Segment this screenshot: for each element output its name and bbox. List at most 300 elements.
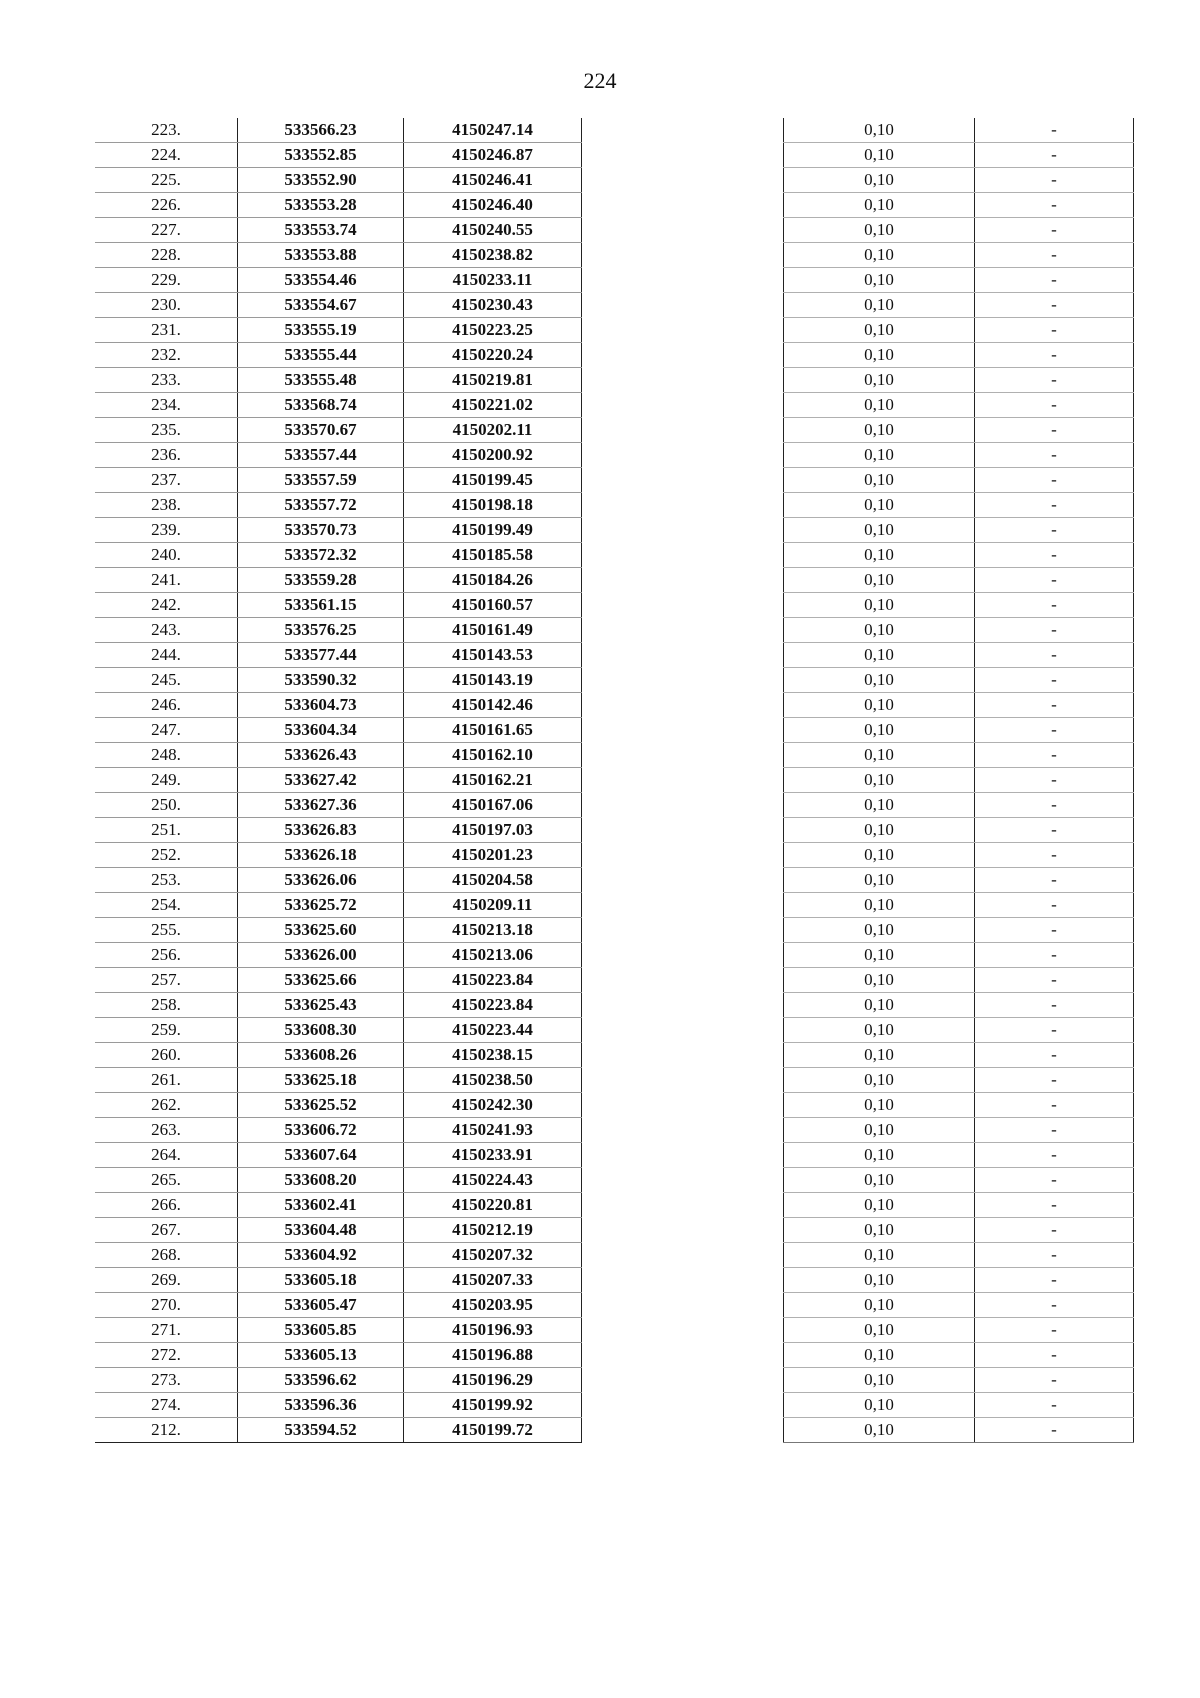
dash-cell: - <box>975 1393 1134 1418</box>
point-number-cell: 273. <box>95 1368 238 1393</box>
precision-cell: 0,10 <box>784 393 975 418</box>
y-coordinate-cell: 4150246.40 <box>404 193 582 218</box>
precision-cell: 0,10 <box>784 743 975 768</box>
table-row <box>784 693 1134 718</box>
dash-cell: - <box>975 318 1134 343</box>
table-row <box>784 743 1134 768</box>
y-coordinate-cell: 4150246.87 <box>404 143 582 168</box>
table-row <box>784 1193 1134 1218</box>
table-row <box>784 443 1134 468</box>
table-row <box>95 1393 582 1418</box>
x-coordinate-cell: 533559.28 <box>238 568 404 593</box>
table-row <box>784 943 1134 968</box>
point-number-cell: 243. <box>95 618 238 643</box>
dash-cell: - <box>975 618 1134 643</box>
point-number-cell: 265. <box>95 1168 238 1193</box>
table-row <box>95 568 582 593</box>
dash-cell: - <box>975 718 1134 743</box>
point-number-cell: 230. <box>95 293 238 318</box>
dash-cell: - <box>975 493 1134 518</box>
x-coordinate-cell: 533553.28 <box>238 193 404 218</box>
table-row <box>95 1343 582 1368</box>
table-row <box>95 1118 582 1143</box>
y-coordinate-cell: 4150201.23 <box>404 843 582 868</box>
dash-cell: - <box>975 1093 1134 1118</box>
precision-cell: 0,10 <box>784 1068 975 1093</box>
point-number-cell: 240. <box>95 543 238 568</box>
y-coordinate-cell: 4150221.02 <box>404 393 582 418</box>
table-row <box>95 1143 582 1168</box>
dash-cell: - <box>975 843 1134 868</box>
y-coordinate-cell: 4150142.46 <box>404 693 582 718</box>
dash-cell: - <box>975 293 1134 318</box>
precision-cell: 0,10 <box>784 668 975 693</box>
precision-cell: 0,10 <box>784 193 975 218</box>
dash-cell: - <box>975 1168 1134 1193</box>
table-row <box>784 1393 1134 1418</box>
precision-cell: 0,10 <box>784 418 975 443</box>
x-coordinate-cell: 533607.64 <box>238 1143 404 1168</box>
precision-table-body <box>784 118 1134 1443</box>
point-number-cell: 274. <box>95 1393 238 1418</box>
table-row <box>95 343 582 368</box>
point-number-cell: 266. <box>95 1193 238 1218</box>
precision-cell: 0,10 <box>784 493 975 518</box>
table-row <box>95 1218 582 1243</box>
table-row <box>784 243 1134 268</box>
table-row <box>95 1318 582 1343</box>
precision-cell: 0,10 <box>784 1093 975 1118</box>
x-coordinate-cell: 533608.26 <box>238 1043 404 1068</box>
point-number-cell: 234. <box>95 393 238 418</box>
y-coordinate-cell: 4150233.91 <box>404 1143 582 1168</box>
x-coordinate-cell: 533625.66 <box>238 968 404 993</box>
table-row <box>95 718 582 743</box>
coordinates-table <box>95 118 582 1443</box>
point-number-cell: 263. <box>95 1118 238 1143</box>
dash-cell: - <box>975 1143 1134 1168</box>
precision-cell: 0,10 <box>784 793 975 818</box>
point-number-cell: 223. <box>95 118 238 143</box>
x-coordinate-cell: 533604.92 <box>238 1243 404 1268</box>
table-row <box>95 693 582 718</box>
table-row <box>784 818 1134 843</box>
precision-cell: 0,10 <box>784 1368 975 1393</box>
table-row <box>784 618 1134 643</box>
table-row <box>784 118 1134 143</box>
y-coordinate-cell: 4150207.32 <box>404 1243 582 1268</box>
dash-cell: - <box>975 893 1134 918</box>
x-coordinate-cell: 533605.18 <box>238 1268 404 1293</box>
dash-cell: - <box>975 118 1134 143</box>
x-coordinate-cell: 533608.20 <box>238 1168 404 1193</box>
precision-cell: 0,10 <box>784 643 975 668</box>
x-coordinate-cell: 533570.73 <box>238 518 404 543</box>
table-row <box>784 1368 1134 1393</box>
table-row <box>784 268 1134 293</box>
point-number-cell: 251. <box>95 818 238 843</box>
table-row <box>95 493 582 518</box>
point-number-cell: 262. <box>95 1093 238 1118</box>
precision-cell: 0,10 <box>784 693 975 718</box>
table-row <box>95 1268 582 1293</box>
y-coordinate-cell: 4150219.81 <box>404 368 582 393</box>
y-coordinate-cell: 4150233.11 <box>404 268 582 293</box>
y-coordinate-cell: 4150238.82 <box>404 243 582 268</box>
point-number-cell: 253. <box>95 868 238 893</box>
dash-cell: - <box>975 518 1134 543</box>
precision-cell: 0,10 <box>784 718 975 743</box>
point-number-cell: 241. <box>95 568 238 593</box>
precision-cell: 0,10 <box>784 1293 975 1318</box>
y-coordinate-cell: 4150203.95 <box>404 1293 582 1318</box>
table-row <box>784 1168 1134 1193</box>
dash-cell: - <box>975 193 1134 218</box>
table-row <box>95 1068 582 1093</box>
table-row <box>784 393 1134 418</box>
table-row <box>95 968 582 993</box>
point-number-cell: 249. <box>95 768 238 793</box>
x-coordinate-cell: 533557.59 <box>238 468 404 493</box>
point-number-cell: 250. <box>95 793 238 818</box>
table-row <box>95 193 582 218</box>
table-row <box>95 518 582 543</box>
table-row <box>784 668 1134 693</box>
dash-cell: - <box>975 1018 1134 1043</box>
y-coordinate-cell: 4150224.43 <box>404 1168 582 1193</box>
point-number-cell: 254. <box>95 893 238 918</box>
point-number-cell: 261. <box>95 1068 238 1093</box>
table-row <box>784 568 1134 593</box>
y-coordinate-cell: 4150196.88 <box>404 1343 582 1368</box>
table-row <box>784 1268 1134 1293</box>
table-row <box>95 643 582 668</box>
point-number-cell: 236. <box>95 443 238 468</box>
table-row <box>784 518 1134 543</box>
x-coordinate-cell: 533555.44 <box>238 343 404 368</box>
table-row <box>95 668 582 693</box>
point-number-cell: 225. <box>95 168 238 193</box>
x-coordinate-cell: 533626.00 <box>238 943 404 968</box>
table-row <box>784 1318 1134 1343</box>
dash-cell: - <box>975 1343 1134 1368</box>
dash-cell: - <box>975 268 1134 293</box>
precision-cell: 0,10 <box>784 543 975 568</box>
table-row <box>784 343 1134 368</box>
point-number-cell: 256. <box>95 943 238 968</box>
table-row <box>784 1218 1134 1243</box>
table-row <box>95 1418 582 1443</box>
precision-cell: 0,10 <box>784 1268 975 1293</box>
dash-cell: - <box>975 343 1134 368</box>
dash-cell: - <box>975 168 1134 193</box>
dash-cell: - <box>975 543 1134 568</box>
precision-cell: 0,10 <box>784 568 975 593</box>
point-number-cell: 231. <box>95 318 238 343</box>
point-number-cell: 232. <box>95 343 238 368</box>
precision-cell: 0,10 <box>784 218 975 243</box>
dash-cell: - <box>975 1268 1134 1293</box>
precision-cell: 0,10 <box>784 1143 975 1168</box>
table-row <box>784 543 1134 568</box>
dash-cell: - <box>975 643 1134 668</box>
precision-cell: 0,10 <box>784 1043 975 1068</box>
table-row <box>95 268 582 293</box>
table-row <box>95 1018 582 1043</box>
table-row <box>784 768 1134 793</box>
table-row <box>95 393 582 418</box>
point-number-cell: 270. <box>95 1293 238 1318</box>
table-row <box>784 418 1134 443</box>
table-row <box>784 1418 1134 1443</box>
dash-cell: - <box>975 143 1134 168</box>
dash-cell: - <box>975 1293 1134 1318</box>
table-row <box>95 143 582 168</box>
dash-cell: - <box>975 1368 1134 1393</box>
point-number-cell: 226. <box>95 193 238 218</box>
table-row <box>784 593 1134 618</box>
dash-cell: - <box>975 1218 1134 1243</box>
dash-cell: - <box>975 218 1134 243</box>
dash-cell: - <box>975 468 1134 493</box>
table-row <box>95 893 582 918</box>
point-number-cell: 248. <box>95 743 238 768</box>
y-coordinate-cell: 4150238.15 <box>404 1043 582 1068</box>
table-row <box>95 1243 582 1268</box>
dash-cell: - <box>975 868 1134 893</box>
y-coordinate-cell: 4150223.44 <box>404 1018 582 1043</box>
table-row <box>95 618 582 643</box>
y-coordinate-cell: 4150223.84 <box>404 993 582 1018</box>
table-row <box>95 743 582 768</box>
precision-cell: 0,10 <box>784 118 975 143</box>
dash-cell: - <box>975 243 1134 268</box>
x-coordinate-cell: 533555.48 <box>238 368 404 393</box>
precision-cell: 0,10 <box>784 868 975 893</box>
table-row <box>784 843 1134 868</box>
dash-cell: - <box>975 418 1134 443</box>
dash-cell: - <box>975 568 1134 593</box>
x-coordinate-cell: 533605.13 <box>238 1343 404 1368</box>
table-row <box>95 1368 582 1393</box>
table-row <box>784 493 1134 518</box>
y-coordinate-cell: 4150161.65 <box>404 718 582 743</box>
x-coordinate-cell: 533557.72 <box>238 493 404 518</box>
y-coordinate-cell: 4150213.06 <box>404 943 582 968</box>
dash-cell: - <box>975 743 1134 768</box>
precision-cell: 0,10 <box>784 1018 975 1043</box>
dash-cell: - <box>975 1418 1134 1443</box>
table-row <box>784 1118 1134 1143</box>
x-coordinate-cell: 533602.41 <box>238 1193 404 1218</box>
precision-cell: 0,10 <box>784 618 975 643</box>
x-coordinate-cell: 533557.44 <box>238 443 404 468</box>
dash-cell: - <box>975 1043 1134 1068</box>
dash-cell: - <box>975 768 1134 793</box>
dash-cell: - <box>975 593 1134 618</box>
table-row <box>95 918 582 943</box>
point-number-cell: 264. <box>95 1143 238 1168</box>
table-row <box>784 918 1134 943</box>
dash-cell: - <box>975 668 1134 693</box>
x-coordinate-cell: 533553.74 <box>238 218 404 243</box>
x-coordinate-cell: 533608.30 <box>238 1018 404 1043</box>
table-row <box>784 643 1134 668</box>
table-row <box>95 818 582 843</box>
point-number-cell: 242. <box>95 593 238 618</box>
point-number-cell: 233. <box>95 368 238 393</box>
dash-cell: - <box>975 943 1134 968</box>
y-coordinate-cell: 4150247.14 <box>404 118 582 143</box>
y-coordinate-cell: 4150242.30 <box>404 1093 582 1118</box>
x-coordinate-cell: 533554.67 <box>238 293 404 318</box>
table-row <box>784 993 1134 1018</box>
precision-cell: 0,10 <box>784 168 975 193</box>
point-number-cell: 257. <box>95 968 238 993</box>
table-row <box>784 893 1134 918</box>
point-number-cell: 245. <box>95 668 238 693</box>
precision-cell: 0,10 <box>784 143 975 168</box>
precision-cell: 0,10 <box>784 1318 975 1343</box>
point-number-cell: 271. <box>95 1318 238 1343</box>
table-row <box>784 1143 1134 1168</box>
y-coordinate-cell: 4150220.81 <box>404 1193 582 1218</box>
table-row <box>784 318 1134 343</box>
precision-cell: 0,10 <box>784 343 975 368</box>
table-row <box>95 168 582 193</box>
x-coordinate-cell: 533552.90 <box>238 168 404 193</box>
x-coordinate-cell: 533555.19 <box>238 318 404 343</box>
x-coordinate-cell: 533627.36 <box>238 793 404 818</box>
precision-cell: 0,10 <box>784 918 975 943</box>
dash-cell: - <box>975 968 1134 993</box>
y-coordinate-cell: 4150212.19 <box>404 1218 582 1243</box>
table-row <box>95 368 582 393</box>
precision-cell: 0,10 <box>784 1243 975 1268</box>
point-number-cell: 229. <box>95 268 238 293</box>
table-row <box>95 218 582 243</box>
x-coordinate-cell: 533553.88 <box>238 243 404 268</box>
x-coordinate-cell: 533625.18 <box>238 1068 404 1093</box>
precision-cell: 0,10 <box>784 893 975 918</box>
x-coordinate-cell: 533626.83 <box>238 818 404 843</box>
y-coordinate-cell: 4150230.43 <box>404 293 582 318</box>
x-coordinate-cell: 533596.36 <box>238 1393 404 1418</box>
table-row <box>95 1193 582 1218</box>
dash-cell: - <box>975 693 1134 718</box>
dash-cell: - <box>975 393 1134 418</box>
table-row <box>784 1018 1134 1043</box>
precision-table <box>783 118 1134 1443</box>
precision-cell: 0,10 <box>784 593 975 618</box>
x-coordinate-cell: 533625.60 <box>238 918 404 943</box>
table-row <box>95 768 582 793</box>
table-row <box>784 193 1134 218</box>
precision-cell: 0,10 <box>784 1343 975 1368</box>
dash-cell: - <box>975 1193 1134 1218</box>
point-number-cell: 227. <box>95 218 238 243</box>
y-coordinate-cell: 4150241.93 <box>404 1118 582 1143</box>
table-row <box>95 443 582 468</box>
x-coordinate-cell: 533604.48 <box>238 1218 404 1243</box>
y-coordinate-cell: 4150199.49 <box>404 518 582 543</box>
point-number-cell: 260. <box>95 1043 238 1068</box>
point-number-cell: 259. <box>95 1018 238 1043</box>
y-coordinate-cell: 4150160.57 <box>404 593 582 618</box>
precision-cell: 0,10 <box>784 318 975 343</box>
x-coordinate-cell: 533626.06 <box>238 868 404 893</box>
table-row <box>784 468 1134 493</box>
y-coordinate-cell: 4150161.49 <box>404 618 582 643</box>
table-row <box>784 143 1134 168</box>
table-row <box>95 1168 582 1193</box>
y-coordinate-cell: 4150200.92 <box>404 443 582 468</box>
table-row <box>784 968 1134 993</box>
point-number-cell: 238. <box>95 493 238 518</box>
y-coordinate-cell: 4150143.19 <box>404 668 582 693</box>
y-coordinate-cell: 4150213.18 <box>404 918 582 943</box>
x-coordinate-cell: 533554.46 <box>238 268 404 293</box>
y-coordinate-cell: 4150196.29 <box>404 1368 582 1393</box>
x-coordinate-cell: 533594.52 <box>238 1418 404 1443</box>
y-coordinate-cell: 4150223.25 <box>404 318 582 343</box>
table-row <box>784 1043 1134 1068</box>
point-number-cell: 237. <box>95 468 238 493</box>
point-number-cell: 224. <box>95 143 238 168</box>
dash-cell: - <box>975 1118 1134 1143</box>
table-row <box>784 218 1134 243</box>
table-row <box>784 368 1134 393</box>
table-row <box>784 793 1134 818</box>
precision-cell: 0,10 <box>784 1193 975 1218</box>
table-row <box>95 1293 582 1318</box>
x-coordinate-cell: 533590.32 <box>238 668 404 693</box>
dash-cell: - <box>975 818 1134 843</box>
table-row <box>784 1068 1134 1093</box>
y-coordinate-cell: 4150199.45 <box>404 468 582 493</box>
table-row <box>95 1093 582 1118</box>
dash-cell: - <box>975 993 1134 1018</box>
precision-cell: 0,10 <box>784 293 975 318</box>
y-coordinate-cell: 4150167.06 <box>404 793 582 818</box>
y-coordinate-cell: 4150204.58 <box>404 868 582 893</box>
table-row <box>95 1043 582 1068</box>
y-coordinate-cell: 4150143.53 <box>404 643 582 668</box>
point-number-cell: 268. <box>95 1243 238 1268</box>
x-coordinate-cell: 533626.18 <box>238 843 404 868</box>
point-number-cell: 212. <box>95 1418 238 1443</box>
precision-cell: 0,10 <box>784 818 975 843</box>
precision-cell: 0,10 <box>784 768 975 793</box>
x-coordinate-cell: 533625.52 <box>238 1093 404 1118</box>
dash-cell: - <box>975 443 1134 468</box>
y-coordinate-cell: 4150238.50 <box>404 1068 582 1093</box>
y-coordinate-cell: 4150184.26 <box>404 568 582 593</box>
y-coordinate-cell: 4150162.21 <box>404 768 582 793</box>
point-number-cell: 239. <box>95 518 238 543</box>
x-coordinate-cell: 533568.74 <box>238 393 404 418</box>
table-row <box>784 1343 1134 1368</box>
point-number-cell: 267. <box>95 1218 238 1243</box>
y-coordinate-cell: 4150223.84 <box>404 968 582 993</box>
y-coordinate-cell: 4150240.55 <box>404 218 582 243</box>
dash-cell: - <box>975 918 1134 943</box>
precision-cell: 0,10 <box>784 468 975 493</box>
precision-cell: 0,10 <box>784 518 975 543</box>
point-number-cell: 255. <box>95 918 238 943</box>
dash-cell: - <box>975 1068 1134 1093</box>
table-row <box>95 318 582 343</box>
